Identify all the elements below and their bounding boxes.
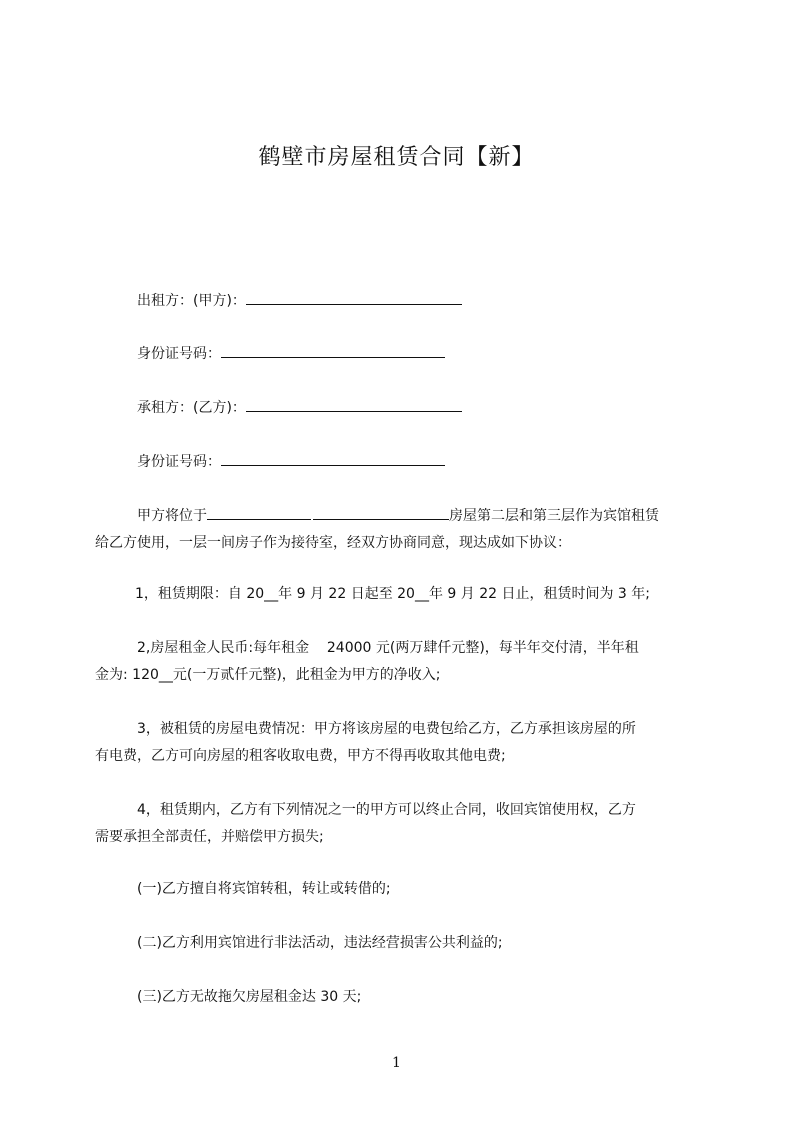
intro-line-2: 给乙方使用，一层一间房子作为接待室，经双方协商同意，现达成如下协议：: [95, 535, 571, 551]
item-3: (三)乙方无故拖欠房屋租金达 30 天;: [137, 989, 362, 1005]
clause-3-line-1: 3，被租赁的房屋电费情况：甲方将该房屋的电费包给乙方，乙方承担该房屋的所: [137, 721, 636, 737]
party-b-id-line: [137, 449, 757, 476]
location-blank-1: [207, 504, 311, 520]
party-b-id-label: 身份证号码：: [137, 454, 221, 470]
intro-post: 房屋第二层和第三层作为宾馆租赁: [449, 508, 659, 524]
party-a-line: [137, 288, 757, 315]
intro-pre: 甲方将位于: [137, 508, 207, 524]
document-title: 鹤壁市房屋租赁合同【新】: [258, 145, 535, 170]
party-a-blank: [246, 289, 462, 305]
item-1: (一)乙方擅自将宾馆转租，转让或转借的;: [137, 881, 391, 897]
party-b-id-blank: [221, 450, 445, 466]
clause-1: 1，租赁期限：自 20__年 9 月 22 日起至 20__年 9 月 22 日止，租赁时间为 3 年;: [135, 586, 651, 602]
clause-4-line-2: 需要承担全部责任，并赔偿甲方损失;: [95, 829, 324, 845]
party-a-label: 出租方：(甲方)：: [137, 293, 246, 309]
party-b-blank: [246, 396, 462, 412]
clause-4-line-1: 4，租赁期内，乙方有下列情况之一的甲方可以终止合同，收回宾馆使用权，乙方: [137, 802, 636, 818]
party-b-label: 承租方：(乙方)：: [137, 400, 246, 416]
party-a-id-line: [137, 341, 757, 368]
page-number: 1: [392, 1055, 401, 1071]
party-a-id-label: 身份证号码：: [137, 346, 221, 362]
clause-2-line-2: 金为: 120__元(一万贰仟元整)，此租金为甲方的净收入;: [95, 667, 441, 683]
intro-line-1: [137, 503, 757, 530]
party-b-line: [137, 395, 757, 422]
party-a-id-blank: [221, 342, 445, 358]
item-2: (二)乙方利用宾馆进行非法活动，违法经营损害公共利益的;: [137, 935, 503, 951]
clause-3-line-2: 有电费，乙方可向房屋的租客收取电费，甲方不得再收取其他电费;: [95, 748, 506, 764]
location-blank-2: [313, 504, 449, 520]
clause-2-line-1: 2,房屋租金人民币:每年租金 24000 元(两万肆仟元整)，每半年交付清，半年租: [137, 640, 639, 656]
